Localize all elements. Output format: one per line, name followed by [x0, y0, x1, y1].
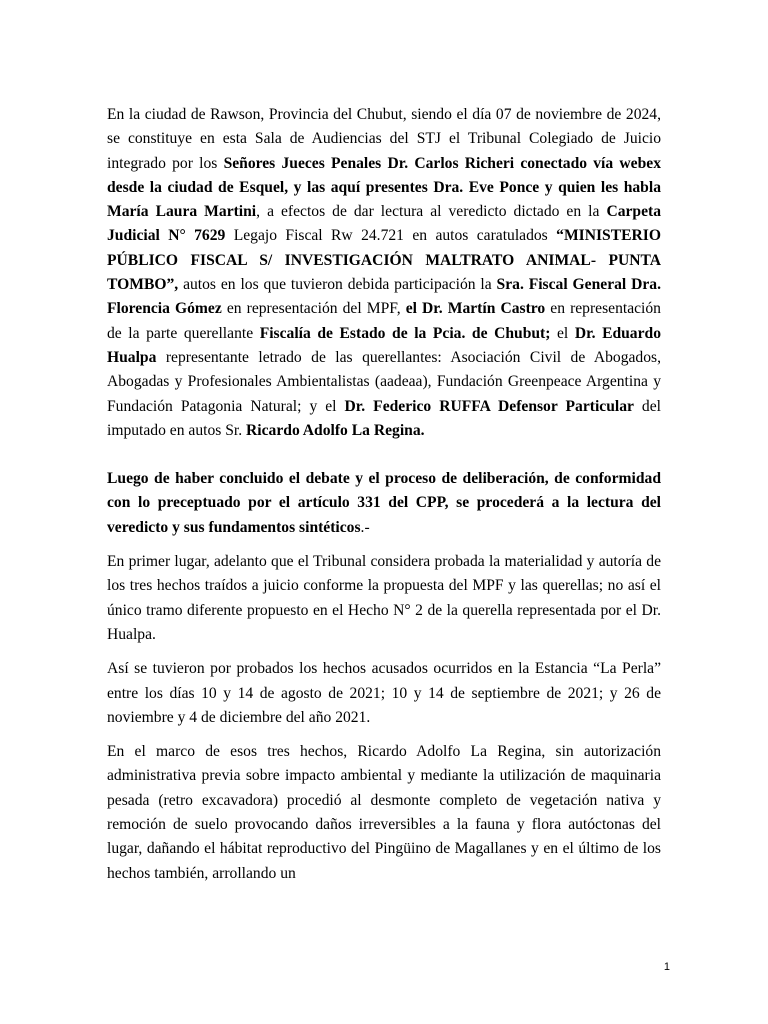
opening-paragraph [107, 103, 661, 443]
text-span: Así se tuvieron por probados los hechos acusados ocurridos en la Estancia “La Perla” entre los días 10 y 14 de agosto de 2021; 10 y 14 de septiembre de 2021; y 26 de noviembre y 4 de diciembre del año 2021. [107, 660, 661, 726]
bold-text-span: Sra. Fiscal General Dra. Florencia Gómez [107, 276, 661, 318]
bold-text-span: Luego de haber concluido el debate y el proceso de deliberación, de conformidad con lo preceptuado por el artículo 331 del CPP, se procederá a la lectura del veredicto y sus fundamentos sintéticos [107, 470, 661, 536]
text-span: , a efectos de dar lectura al veredicto dictado en la [256, 203, 607, 221]
text-span: en representación de la parte querellante [107, 300, 661, 342]
text-span: autos en los que tuvieron debida participación la [178, 276, 497, 294]
bold-text-span: Dr. Federico RUFFA Defensor Particular [344, 397, 634, 415]
bold-text-span: el Dr. Martín Castro [405, 300, 546, 318]
bold-text-span: Fiscalía de Estado de la Pcia. de Chubut; [259, 324, 551, 342]
text-span: En el marco de esos tres hechos, Ricardo Adolfo La Regina, sin autorización administrativa previa sobre impacto ambiental y mediante la utilización de maquinaria pesada (retro excavadora) procedió al desmonte completo de vegetación nativa y remoción de suelo provocando daños irreversibles a la fauna y flora autóctonas del lugar, dañando el hábitat reproductivo del Pingüino de Magallanes y en el último de los hechos también, arrollando un [107, 743, 661, 882]
text-span: del imputado en autos Sr. [107, 397, 661, 439]
text-span: .- [360, 518, 370, 536]
facts-description-paragraph [107, 740, 661, 886]
bold-text-span: Ricardo Adolfo La Regina. [246, 421, 425, 439]
deliberation-paragraph [107, 467, 661, 540]
text-span: representante letrado de las querellantes: Asociación Civil de Abogados, Abogadas y Profesionales Ambientalistas (aadeaa), Fundación Greenpeace Argentina y Fundación Patagonia Natural; y el [107, 348, 661, 415]
page-number: 1 [663, 961, 670, 973]
text-span: En primer lugar, adelanto que el Tribunal considera probada la materialidad y autoría de los tres hechos traídos a juicio conforme la propuesta del MPF y las querellas; no así el único tramo diferente propuesto en el Hecho N° 2 de la querella representada por el Dr. Hualpa. [107, 553, 661, 643]
bold-text-span: Carpeta Judicial N° 7629 [107, 203, 662, 245]
proven-facts-paragraph [107, 657, 661, 730]
first-point-paragraph [107, 550, 661, 647]
document-body [107, 103, 661, 886]
text-span: el [550, 324, 575, 342]
text-span: Legajo Fiscal Rw 24.721 en autos caratulados [225, 227, 557, 245]
text-span: En la ciudad de Rawson, Provincia del Chubut, siendo el día 07 de noviembre de 2024, se constituye en esta Sala de Audiencias del STJ el Tribunal Colegiado de Juicio integrado por los [107, 106, 661, 172]
text-span: en representación del MPF, [221, 300, 406, 318]
bold-text-span: Dr. Eduardo Hualpa [107, 324, 661, 366]
bold-text-span: “MINISTERIO PÚBLICO FISCAL S/ INVESTIGACIÓN MALTRATO ANIMAL- PUNTA TOMBO”, [107, 227, 661, 294]
bold-text-span: Señores Jueces Penales Dr. Carlos Richeri conectado vía webex desde la ciudad de Esquel, y las aquí presentes Dra. Eve Ponce y quien les habla María Laura Martini [107, 154, 661, 221]
